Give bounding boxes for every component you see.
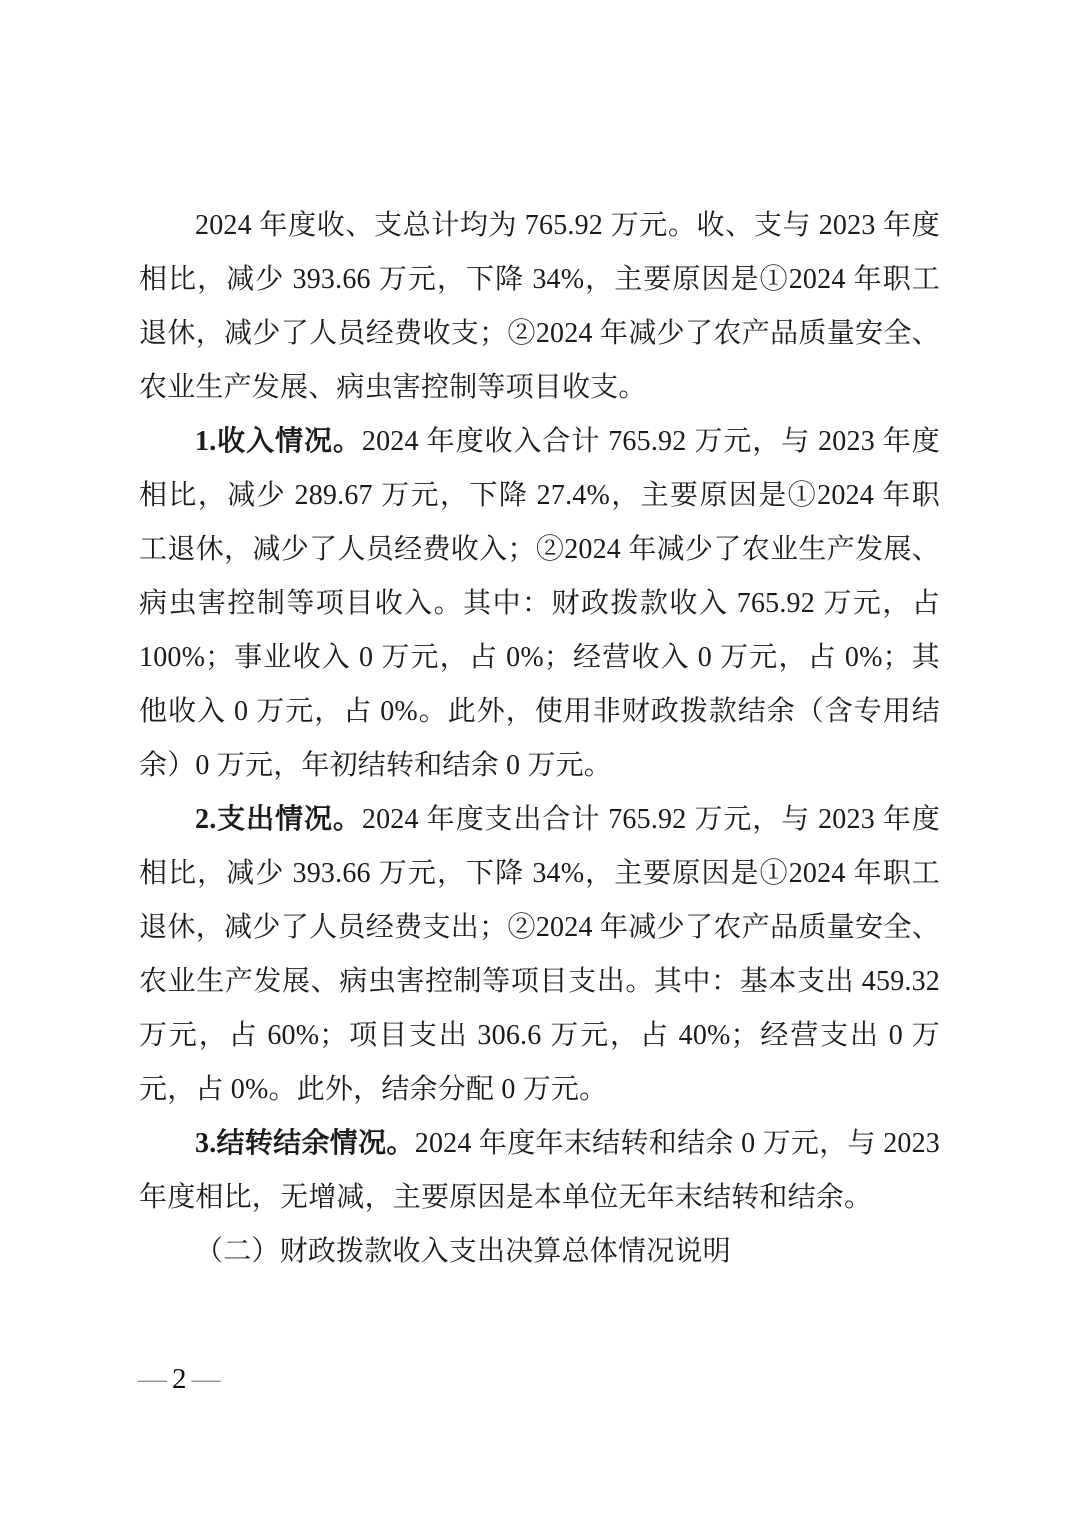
section-heading-text: （二）财政拨款收入支出决算总体情况说明: [195, 1236, 731, 1267]
document-content: [139, 199, 940, 1279]
paragraph-text: 2024 年度收、支总计均为 765.92 万元。收、支与 2023 年度相比，减少 393.66 万元，下降 34%，主要原因是①2024 年职工退休，减少了人员经费收支；②2024 年减少了农产品质量安全、农业生产发展、病虫害控制等项目收支。: [139, 210, 940, 403]
page-footer: [138, 1363, 221, 1396]
paragraph-carryover-balance: [139, 1117, 940, 1225]
section-heading-fiscal-appropriation: [139, 1225, 940, 1279]
paragraph-expenditure-situation: [139, 793, 940, 1117]
paragraph-income-situation: [139, 415, 940, 793]
paragraph-lead: 3.结转结余情况。: [195, 1128, 415, 1159]
page-number: 2: [172, 1363, 187, 1395]
paragraph-lead: 2.支出情况。: [195, 804, 362, 835]
paragraph-text: 2024 年度支出合计 765.92 万元，与 2023 年度相比，减少 393.66 万元，下降 34%，主要原因是①2024 年职工退休，减少了人员经费支出；②2024 年减少了农产品质量安全、农业生产发展、病虫害控制等项目支出。其中：基本支出 459.32 万元，占 60%；项目支出 306.6 万元，占 40%；经营支出 0 万元，占 0%。此外，结余分配 0 万元。: [139, 804, 940, 1105]
footer-dash-left: —: [138, 1363, 167, 1395]
footer-dash-right: —: [191, 1363, 221, 1395]
paragraph-text: 2024 年度年末结转和结余 0 万元，与 2023 年度相比，无增减，主要原因是本单位无年末结转和结余。: [139, 1128, 940, 1213]
paragraph-text: 2024 年度收入合计 765.92 万元，与 2023 年度相比，减少 289.67 万元，下降 27.4%，主要原因是①2024 年职工退休，减少了人员经费收入；②2024 年减少了农业生产发展、病虫害控制等项目收入。其中：财政拨款收入 765.92 万元，占 100%；事业收入 0 万元，占 0%；经营收入 0 万元，占 0%；其他收入 0 万元，占 0%。此外，使用非财政拨款结余（含专用结余）0 万元，年初结转和结余 0 万元。: [139, 426, 940, 781]
paragraph-total-overview: [139, 199, 940, 415]
paragraph-lead: 1.收入情况。: [195, 426, 362, 457]
